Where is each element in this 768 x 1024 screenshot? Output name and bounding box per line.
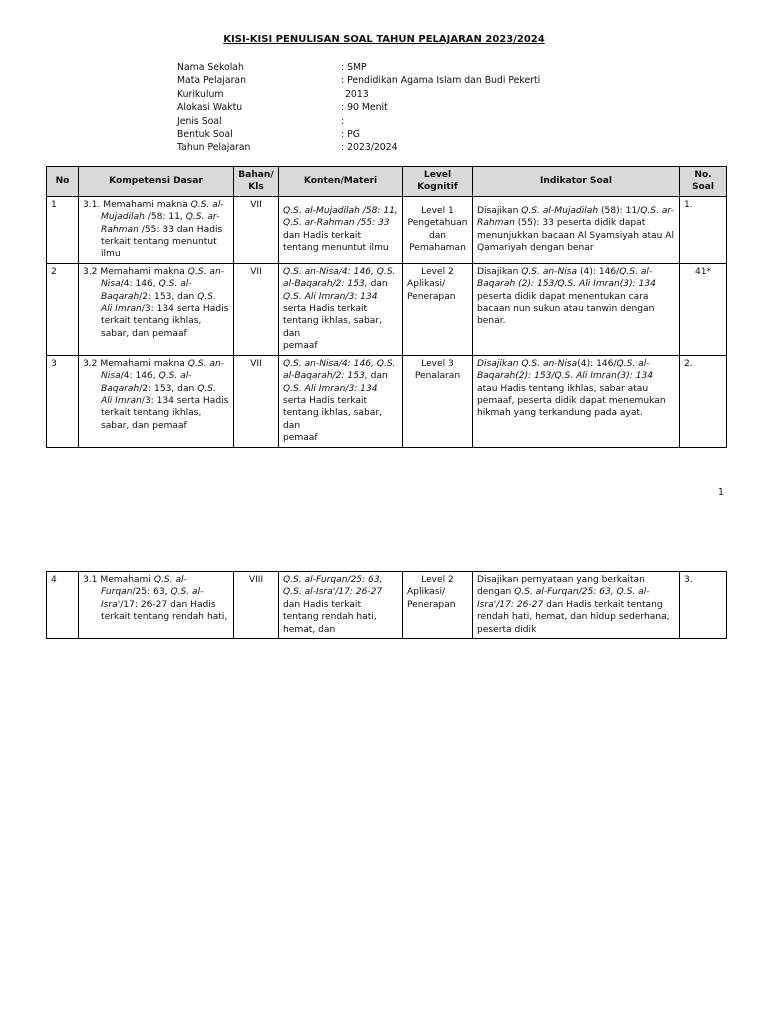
text-run: (58): 11/ — [598, 205, 641, 216]
header-text: Level — [423, 170, 452, 180]
meta-value: : 90 Menit — [341, 102, 388, 114]
text-run: Disajikan Q.S. an-Nisa — [477, 358, 578, 369]
text-run: (4): 146/ — [577, 358, 617, 369]
level-line: Pengetahuan — [407, 218, 468, 229]
text-run: dan Hadis terkait tentang menuntut ilmu — [283, 230, 389, 254]
text-run: Q.S. al-Mujadilah — [521, 205, 599, 216]
text-run: Q.S. an-Nisa/4: 146, Q.S. al-Baqarah/2: 153, — [283, 358, 396, 382]
text-run: serta Hadis terkait tentang ikhlas, sabar, dan — [283, 304, 382, 339]
text-run: pemaaf — [283, 433, 318, 444]
level-line: Aplikasi/ — [407, 279, 446, 290]
header-no: No — [47, 167, 79, 197]
meta-label: Tahun Pelajaran — [177, 142, 251, 154]
text-run: Q.S. Ali Imran — [101, 291, 216, 315]
text-run: /3: 134 serta Hadis terkait tentang ikhlas, sabar, dan pemaaf — [101, 396, 229, 431]
kompetensi-dasar-cell — [79, 572, 234, 639]
level-line: Pemahaman — [409, 243, 466, 254]
level-line: dan — [428, 230, 447, 241]
level-sub — [407, 278, 468, 303]
text-run: Q.S. al-Furqan/25: 63, Q.S. al-Isra'/17: 26-27 — [477, 587, 650, 610]
text-run: dan Hadis terkait tentang rendah hati, hemat, dan — [283, 599, 377, 635]
kompetensi-dasar-cell — [79, 355, 234, 447]
level-sub — [407, 586, 468, 611]
text-run: Q.S. Ali Imran/3: 134 — [283, 291, 378, 302]
text-run: Q.S. an-Nisa — [101, 358, 224, 382]
meta-value: : PG — [341, 128, 360, 140]
meta-label: Nama Sekolah — [177, 62, 244, 73]
meta-label: Kurikulum — [177, 88, 224, 100]
konten-cell — [279, 572, 403, 639]
level-line: Penerapan — [407, 291, 456, 302]
level-line: Aplikasi/ — [407, 587, 446, 598]
page-number: 1 — [718, 487, 724, 498]
meta-value: : — [341, 115, 345, 127]
text-run: 3.2 Memahami makna — [83, 266, 188, 277]
meta-value: : Pendidikan Agama Islam dan Budi Pekerti — [341, 75, 541, 87]
text-run: /4: 146, — [120, 371, 159, 382]
level-cell — [403, 263, 473, 355]
header-text: Bahan/ — [238, 170, 274, 180]
text-run: Q.S. al-Isra' — [101, 587, 204, 610]
header-text: Soal — [691, 182, 715, 193]
kelas-cell: VII — [234, 196, 279, 263]
konten-cell — [279, 263, 403, 355]
text-run: Q.S. al-Baqarah (2): 153/Q.S. Ali Imran(3): 134 — [477, 266, 656, 290]
kelas-cell: VII — [234, 355, 279, 447]
row-number: 1 — [47, 196, 79, 263]
text-run: (4): 146/ — [577, 266, 620, 277]
text-run: 3.1. Memahami makna — [83, 199, 191, 210]
row-number: 4 — [47, 572, 79, 639]
text-run: Q.S. an-Nisa — [101, 266, 224, 290]
text-run: Q.S. ar-Rahman — [101, 212, 220, 235]
nomor-soal-cell: 1. — [680, 196, 727, 263]
header-text: Kognitif — [417, 182, 458, 193]
meta-value: : SMP — [341, 62, 367, 73]
text-run: Q.S. an-Nisa/4: 146, Q.S. al-Baqarah/2: 153, — [283, 266, 396, 290]
level-cell — [403, 196, 473, 263]
level-line: Level 2 — [421, 575, 454, 585]
text-run: Disajikan — [477, 266, 522, 277]
text-run: /2: 153, dan — [139, 291, 198, 302]
document-title: KISI-KISI PENULISAN SOAL TAHUN PELAJARAN 2023/2024 — [223, 34, 545, 45]
text-run: dan — [367, 371, 388, 382]
level-line: Level 1 — [421, 205, 454, 216]
text-run: (55): 33 peserta didik dapat menunjukkan bacaan Al Syamsiyah atau Al Qamariyah dengan benar — [477, 218, 674, 254]
header-no-soal — [680, 167, 727, 197]
text-run: Disajikan pernyataan yang berkaitan dengan — [477, 575, 645, 598]
kompetensi-dasar-cell — [79, 196, 234, 263]
text-run: /17: 26-27 dan Hadis terkait tentang rendah hati, — [101, 599, 228, 623]
table-row — [47, 196, 727, 263]
table-header-row — [47, 167, 727, 197]
kisi-kisi-table-continued — [46, 571, 727, 639]
kompetensi-dasar-cell — [79, 263, 234, 355]
table-row — [47, 263, 727, 355]
meta-label: Alokasi Waktu — [177, 102, 243, 114]
konten-cell — [279, 196, 403, 263]
nomor-soal-cell: 3. — [680, 572, 727, 639]
header-text: No. — [694, 170, 712, 180]
text-run: Q.S. an-Nisa — [521, 266, 578, 277]
level-line: Level 2 — [421, 266, 454, 277]
text-run: Q.S. ar-Rahman — [477, 205, 674, 229]
kisi-kisi-table — [46, 166, 727, 448]
text-run: Q.S. al-Furqan/25: 63, Q.S. al-Isra'/17: 26-27 — [283, 575, 383, 598]
text-run: dan Hadis terkait tentang rendah hati, hemat, dan hidup sederhana, peserta didik — [477, 599, 670, 635]
level-line: Penerapan — [407, 599, 456, 610]
text-run: /4: 146, — [120, 279, 159, 290]
header-level-kognitif — [403, 167, 473, 197]
nomor-soal-cell: 2. — [680, 355, 727, 447]
text-run: peserta didik dapat menentukan cara bacaan nun sukun atau tanwin dengan benar. — [477, 291, 655, 327]
meta-value: 2013 — [345, 88, 369, 100]
text-run: 3.2 Memahami makna — [83, 358, 188, 369]
text-run: dan — [367, 279, 388, 290]
indikator-cell — [473, 572, 680, 639]
text-run: serta Hadis terkait tentang ikhlas, sabar, dan — [283, 396, 382, 431]
kelas-cell: VII — [234, 263, 279, 355]
text-run: pemaaf — [283, 341, 318, 352]
text-run: Q.S. Ali Imran — [101, 383, 216, 407]
level-cell — [403, 572, 473, 639]
indikator-cell — [473, 263, 680, 355]
text-run: atau Hadis tentang ikhlas, sabar atau pemaaf, peserta didik dapat menemukan hikmah yang terkandung pada ayat. — [477, 383, 666, 419]
text-run: Q.S. al-Mujadilah — [101, 199, 224, 223]
konten-cell — [279, 355, 403, 447]
header-text: Kls — [248, 182, 264, 193]
level-cell — [403, 355, 473, 447]
meta-label: Jenis Soal — [177, 115, 222, 127]
nomor-soal-cell: 41* — [680, 263, 727, 355]
level-line: Penalaran — [414, 371, 461, 382]
text-run: 3.1 Memahami — [83, 575, 154, 585]
level-line: Level 3 — [421, 358, 454, 369]
text-run: /25: 63, — [132, 587, 171, 598]
text-run: Q.S. al-Baqarah(2): 153/Q.S. Ali Imran(3): 134 — [477, 358, 654, 382]
text-run: /3: 134 serta Hadis terkait tentang ikhlas, sabar, dan pemaaf — [101, 304, 229, 339]
meta-label: Mata Pelajaran — [177, 75, 246, 87]
meta-label: Bentuk Soal — [177, 128, 233, 140]
row-number: 2 — [47, 263, 79, 355]
text-run: /2: 153, dan — [139, 383, 198, 394]
text-run: Q.S. al-Baqarah — [101, 279, 192, 302]
table-row — [47, 572, 727, 639]
meta-value: : 2023/2024 — [341, 142, 398, 154]
header-konten-materi: Konten/Materi — [279, 167, 403, 197]
text-run: /58: 11, — [144, 212, 186, 223]
header-kompetensi-dasar: Kompetensi Dasar — [79, 167, 234, 197]
indikator-cell — [473, 355, 680, 447]
text-run: /55: 33 dan Hadis terkait tentang menuntut ilmu — [101, 224, 223, 260]
header-bahan-kls — [234, 167, 279, 197]
text-run: Q.S. al-Baqarah — [101, 371, 192, 394]
table-row — [47, 355, 727, 447]
indikator-cell — [473, 196, 680, 263]
kelas-cell: VIII — [234, 572, 279, 639]
text-run: Q.S. al-Mujadilah /58: 11, Q.S. ar-Rahman /55: 33 — [283, 205, 398, 229]
text-run: Q.S. Ali Imran/3: 134 — [283, 383, 378, 394]
row-number: 3 — [47, 355, 79, 447]
text-run: Disajikan — [477, 205, 522, 216]
header-indikator-soal: Indikator Soal — [473, 167, 680, 197]
text-run: Q.S. al-Furqan — [101, 575, 187, 598]
